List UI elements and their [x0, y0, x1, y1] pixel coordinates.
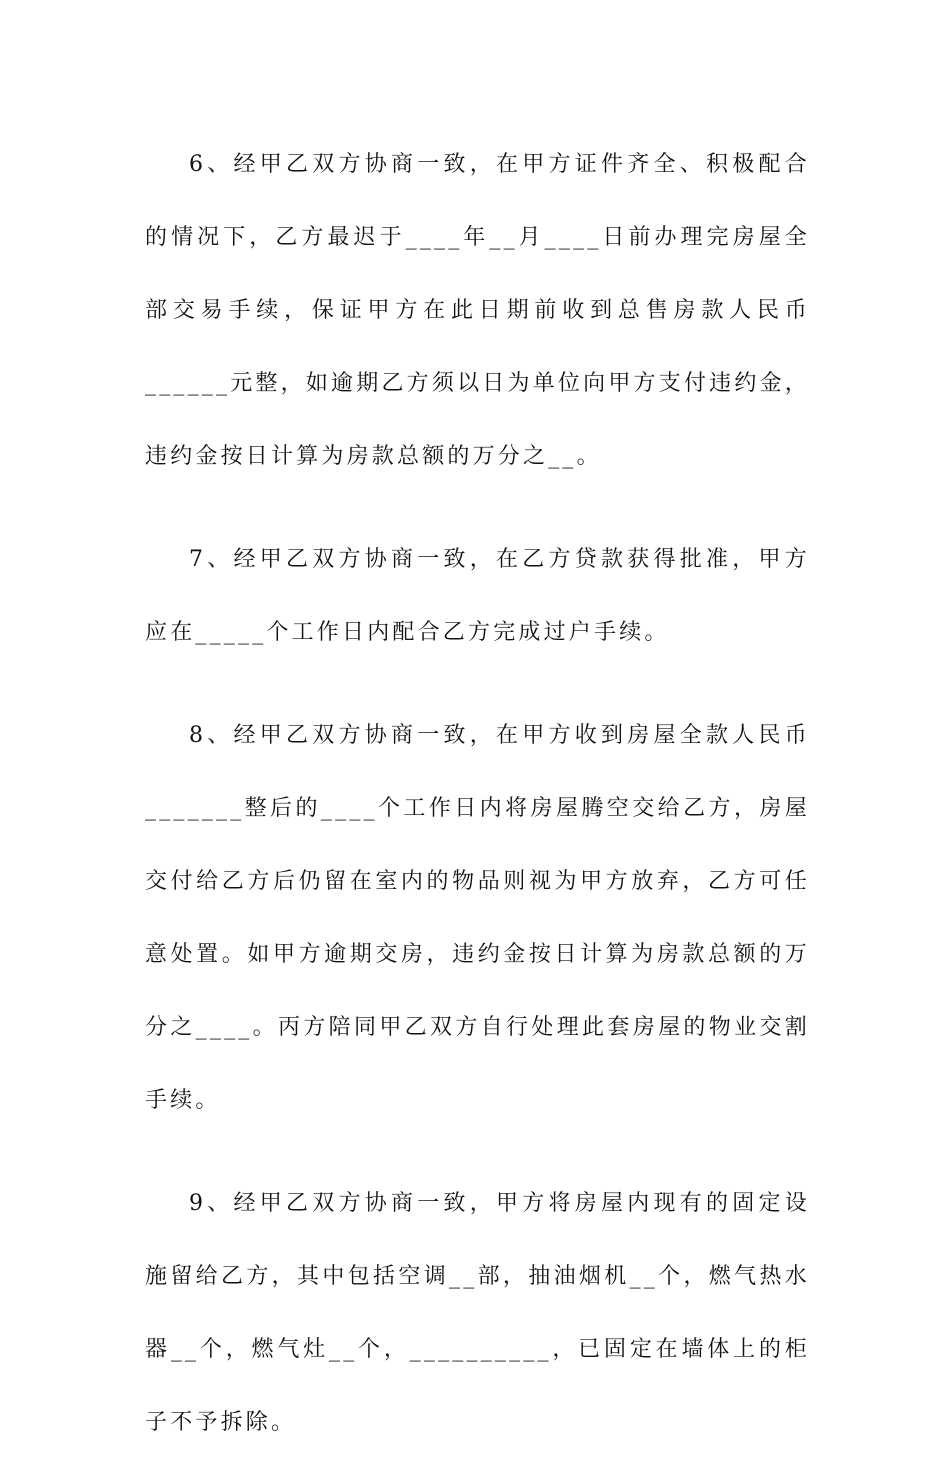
clause-7-paragraph: 7、经甲乙双方协商一致，在乙方贷款获得批准，甲方应在_____个工作日内配合乙方完成过户手续。: [145, 547, 810, 645]
document-body: [145, 128, 810, 1459]
clause-6-paragraph: 6、经甲乙双方协商一致，在甲方证件齐全、积极配合的情况下，乙方最迟于____年__月____日前办理完房屋全部交易手续，保证甲方在此日期前收到总售房款人民币______元整，如逾期乙方须以日为单位向甲方支付违约金，违约金按日计算为房款总额的万分之__。: [145, 152, 810, 469]
clause-8-paragraph: 8、经甲乙双方协商一致，在甲方收到房屋全款人民币_______整后的____个工作日内将房屋腾空交给乙方，房屋交付给乙方后仍留在室内的物品则视为甲方放弃，乙方可任意处置。如甲方逾期交房，违约金按日计算为房款总额的万分之____。丙方陪同甲乙双方自行处理此套房屋的物业交割手续。: [145, 723, 810, 1113]
clause-9-paragraph: 9、经甲乙双方协商一致，甲方将房屋内现有的固定设施留给乙方，其中包括空调__部，抽油烟机__个，燃气热水器__个，燃气灶__个，__________，已固定在墙体上的柜子不予拆除。: [145, 1191, 810, 1435]
